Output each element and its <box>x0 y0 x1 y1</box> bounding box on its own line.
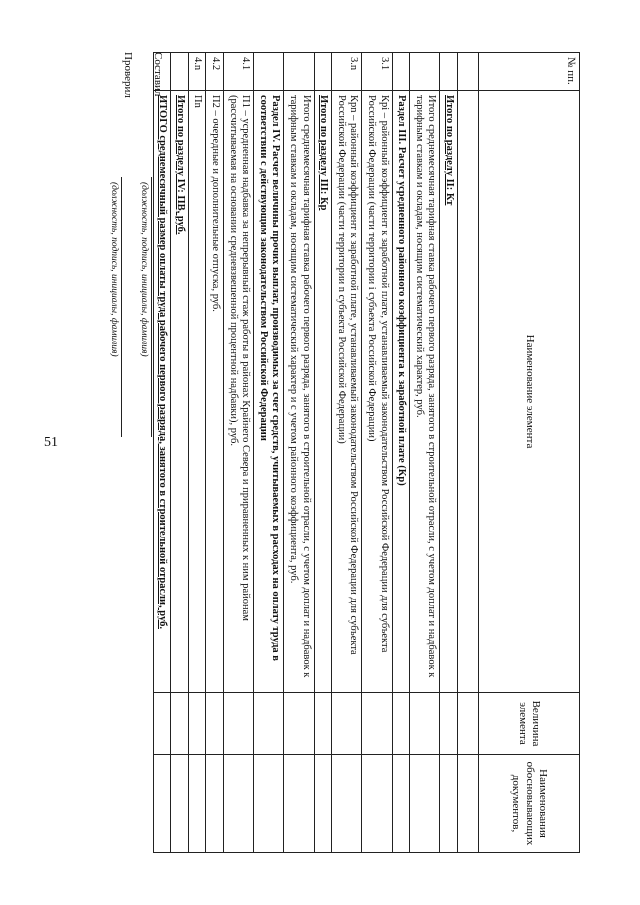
cell-value <box>362 693 392 755</box>
table-row <box>314 53 332 853</box>
cell-name: Раздел IV. Расчет величины прочих выплат, производимых за счет средств, учитываемых в расходах на оплату труда в соответствии с действующим законодательством Российской Федерации <box>254 91 284 693</box>
table-row <box>153 53 171 853</box>
cell-value <box>254 693 284 755</box>
cell-value <box>224 693 254 755</box>
cell-value <box>284 693 314 755</box>
cell-num: 4.1 <box>224 53 254 91</box>
header-value: Величина элемента <box>479 693 580 755</box>
cell-num <box>171 53 189 91</box>
cell-value <box>410 693 440 755</box>
cell-num <box>254 53 284 91</box>
cell-value <box>440 693 458 755</box>
checked-label: Проверил <box>122 52 134 98</box>
header-name: Наименование элемента <box>479 91 580 693</box>
cell-name <box>458 91 479 693</box>
cell-value <box>153 693 171 755</box>
cell-docs <box>440 755 458 853</box>
cell-name: П1 – усредненная надбавка за непрерывный стаж работы в районах Крайнего Севера и приравненных к ним районам (рассчитываемая на основании средневзвешенной процентной надбавки), руб. <box>224 91 254 693</box>
cell-value <box>171 693 189 755</box>
cell-num: 4.n <box>188 53 206 91</box>
table-row <box>224 53 254 853</box>
composed-caption: (должность, подпись, инициалы, фамилия) <box>139 182 149 357</box>
table-row <box>171 53 189 853</box>
table-row <box>284 53 314 853</box>
cell-num <box>458 53 479 91</box>
cell-docs <box>206 755 224 853</box>
table-row <box>206 53 224 853</box>
header-docs: Наименования обосновывающих документов, <box>479 755 580 853</box>
cell-num: 3.n <box>332 53 362 91</box>
cell-docs <box>153 755 171 853</box>
table-row <box>254 53 284 853</box>
cell-docs <box>284 755 314 853</box>
cell-name: Пn <box>188 91 206 693</box>
composed-signature-line <box>151 177 152 437</box>
cell-name: ИТОГО среднемесячный размер оплаты труда рабочего первого разряда, занятого в строительной отрасли, руб. <box>153 91 171 693</box>
table-row <box>188 53 206 853</box>
rotated-page-content <box>40 52 580 852</box>
cell-name: Итого по разделу III: Кр <box>314 91 332 693</box>
cell-num: 3.1 <box>362 53 392 91</box>
cell-value <box>188 693 206 755</box>
table-row <box>362 53 392 853</box>
cell-docs <box>314 755 332 853</box>
cell-value <box>206 693 224 755</box>
cell-value <box>392 693 410 755</box>
cell-name: Итого по разделу IV: ПВ, руб. <box>171 91 189 693</box>
cell-num: 4.2 <box>206 53 224 91</box>
calculation-table <box>153 52 580 853</box>
table-row <box>410 53 440 853</box>
cell-num <box>410 53 440 91</box>
page-number: 51 <box>44 435 58 450</box>
cell-num <box>392 53 410 91</box>
cell-num <box>314 53 332 91</box>
cell-value <box>458 693 479 755</box>
table-row <box>332 53 362 853</box>
cell-name: П2 – очередные и дополнительные отпуска, руб. <box>206 91 224 693</box>
cell-docs <box>224 755 254 853</box>
checked-caption: (должность, подпись, инициалы, фамилия) <box>109 182 119 357</box>
cell-docs <box>254 755 284 853</box>
cell-name: Итого среднемесячная тарифная ставка рабочего первого разряда, занятого в строительной отрасли, с учетом доплат и надбавок к тарифным ставкам и окладам, носящим систематический характер, руб. <box>410 91 440 693</box>
cell-name: Итого по разделу II: Кт <box>440 91 458 693</box>
cell-num <box>284 53 314 91</box>
cell-name: Раздел III. Расчет усредненного районного коэффициента к заработной плате (Кр) <box>392 91 410 693</box>
checked-signature-line <box>121 177 122 437</box>
cell-docs <box>410 755 440 853</box>
cell-name: Крi – районный коэффициент к заработной плате, устанавливаемый законодательством Российской Федерации для субъекта Российской Федерации (части территории i субъекта Российской Федерации) <box>362 91 392 693</box>
cell-docs <box>362 755 392 853</box>
cell-docs <box>188 755 206 853</box>
composed-label: Составил <box>152 52 164 97</box>
cell-docs <box>171 755 189 853</box>
cell-docs <box>392 755 410 853</box>
cell-num <box>440 53 458 91</box>
cell-value <box>332 693 362 755</box>
header-num: № пп. <box>479 53 580 91</box>
table-row <box>440 53 458 853</box>
cell-name: Крn – районный коэффициент к заработной плате, устанавливаемый законодательством Российской Федерации для субъекта Российской Федерации (части территории n субъекта Российской Федерации) <box>332 91 362 693</box>
cell-value <box>314 693 332 755</box>
cell-docs <box>458 755 479 853</box>
cell-docs <box>332 755 362 853</box>
table-row <box>392 53 410 853</box>
table-row <box>458 53 479 853</box>
table-body <box>153 53 478 853</box>
table-header-row <box>479 53 580 853</box>
cell-name: Итого среднемесячная тарифная ставка рабочего первого разряда, занятого в строительной отрасли, с учетом доплат и надбавок к тарифным ставкам и окладам, носящим систематический характер и с учетом районного коэффициента, руб. <box>284 91 314 693</box>
